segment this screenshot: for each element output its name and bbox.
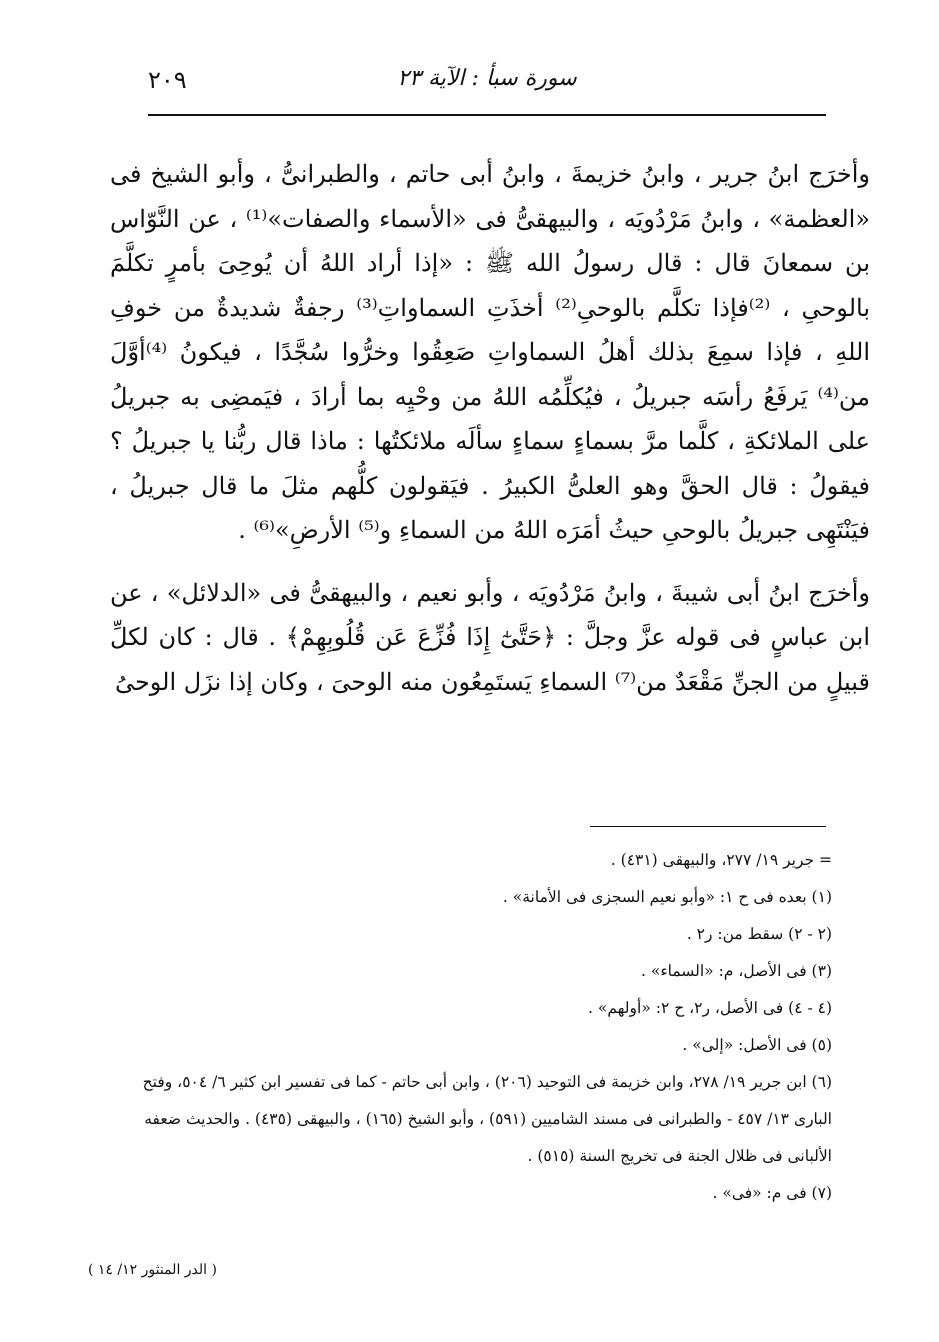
footnote: (١) بعده فى ح ١: «وأبو نعيم السجزى فى الأمانة» . — [502, 888, 832, 906]
page-header — [148, 66, 826, 106]
footnote-separator — [590, 826, 826, 827]
page-number: ٢٠٩ — [148, 66, 187, 94]
running-title: سورة سبأ : الآية ٢٣ — [397, 66, 577, 91]
footnote: (٣) فى الأصل، م: «السماء» . — [641, 962, 832, 980]
footnote: (٦) ابن جرير ١٩/ ٢٧٨، وابن خزيمة فى التوحيد (٢٠٦) ، وابن أبى حاتم - كما فى تفسير ابن كثير ٦/ ٥٠٤، وفتح البارى ١٣/ ٤٥٧ - والطبرانى فى مسند الشاميين (٥٩١) ، وأبو الشيخ (١٦٥) ، والبيهقى (٤٣٥) . والحديث ضعفه الألبانى فى ظلال الجنة فى تخريج السنة (٥١٥) . — [142, 1073, 832, 1165]
paragraph: وأخرَج ابنُ جرير ، وابنُ خزيمةَ ، وابنُ أبى حاتم ، والطبرانىُّ ، وأبو الشيخ فى «العظمة» ، وابنُ مَرْدُويَه ، والبيهقىُّ فى «الأسماء والصفات»⁽¹⁾ ، عن النَّوّاس بن سمعانَ قال : قال رسولُ الله ﷺ : «إذا أراد اللهُ أن يُوحِىَ بأمرٍ تكلَّمَ بالوحىِ ، ⁽²⁾فإذا تكلَّم بالوحىِ⁽²⁾ أخذَتِ السماواتِ⁽³⁾ رجفةٌ شديدةٌ من خوفِ اللهِ ، فإذا سمِعَ بذلك أهلُ السماواتِ صَعِقُوا وخرُّوا سُجَّدًا ، فيكونُ ⁽⁴⁾أوَّلَ من⁽⁴⁾ يَرفَعُ رأسَه جبريلُ ، فيُكلِّمُه اللهُ من وحْيِه بما أرادَ ، فيَمضِى به جبريلُ على الملائكةِ ، كلَّما مرَّ بسماءٍ سماءٍ سألَه ملائكتُها : ماذا قال ربُّنا يا جبريلُ ؟ فيقولُ : قال الحقَّ وهو العلىُّ الكبيرُ . فيَقولون كلُّهم مثلَ ما قال جبريلُ ، فيَنْتَهِى جبريلُ بالوحىِ حيثُ أمَرَه اللهُ من السماءِ و⁽⁵⁾ الأرضِ»⁽⁶⁾ . — [110, 160, 871, 544]
footnote: = جرير ١٩/ ٢٧٧، والبيهقى (٤٣١) . — [610, 851, 832, 869]
footnotes — [130, 842, 832, 1212]
signature-mark: ( الدر المنثور ١٢/ ١٤ ) — [88, 1262, 217, 1278]
paragraph: وأخرَج ابنُ أبى شيبةَ ، وابنُ مَرْدُويَه ، وأبو نعيم ، والبيهقىُّ فى «الدلائل» ، عن ابن عباسٍ فى قوله عزَّ وجلَّ : ﴿حَتَّىٰٓ إِذَا فُزِّعَ عَن قُلُوبِهِمْ﴾ . قال : كان لكلِّ قبيلٍ من الجنِّ مَقْعَدٌ من⁽⁷⁾ السماءِ يَستَمِعُون منه الوحىَ ، وكان إذا نزَل الوحىُ — [110, 578, 870, 696]
footnote: (٥) فى الأصل: «إلى» . — [682, 1036, 832, 1054]
footnote: (٧) فى م: «فى» . — [712, 1184, 832, 1202]
main-text — [110, 152, 870, 704]
footnote: (٢ - ٢) سقط من: ر٢ . — [686, 925, 832, 943]
header-rule — [148, 114, 826, 116]
footnote: (٤ - ٤) فى الأصل، ر٢، ح ٢: «أولهم» . — [588, 999, 832, 1017]
